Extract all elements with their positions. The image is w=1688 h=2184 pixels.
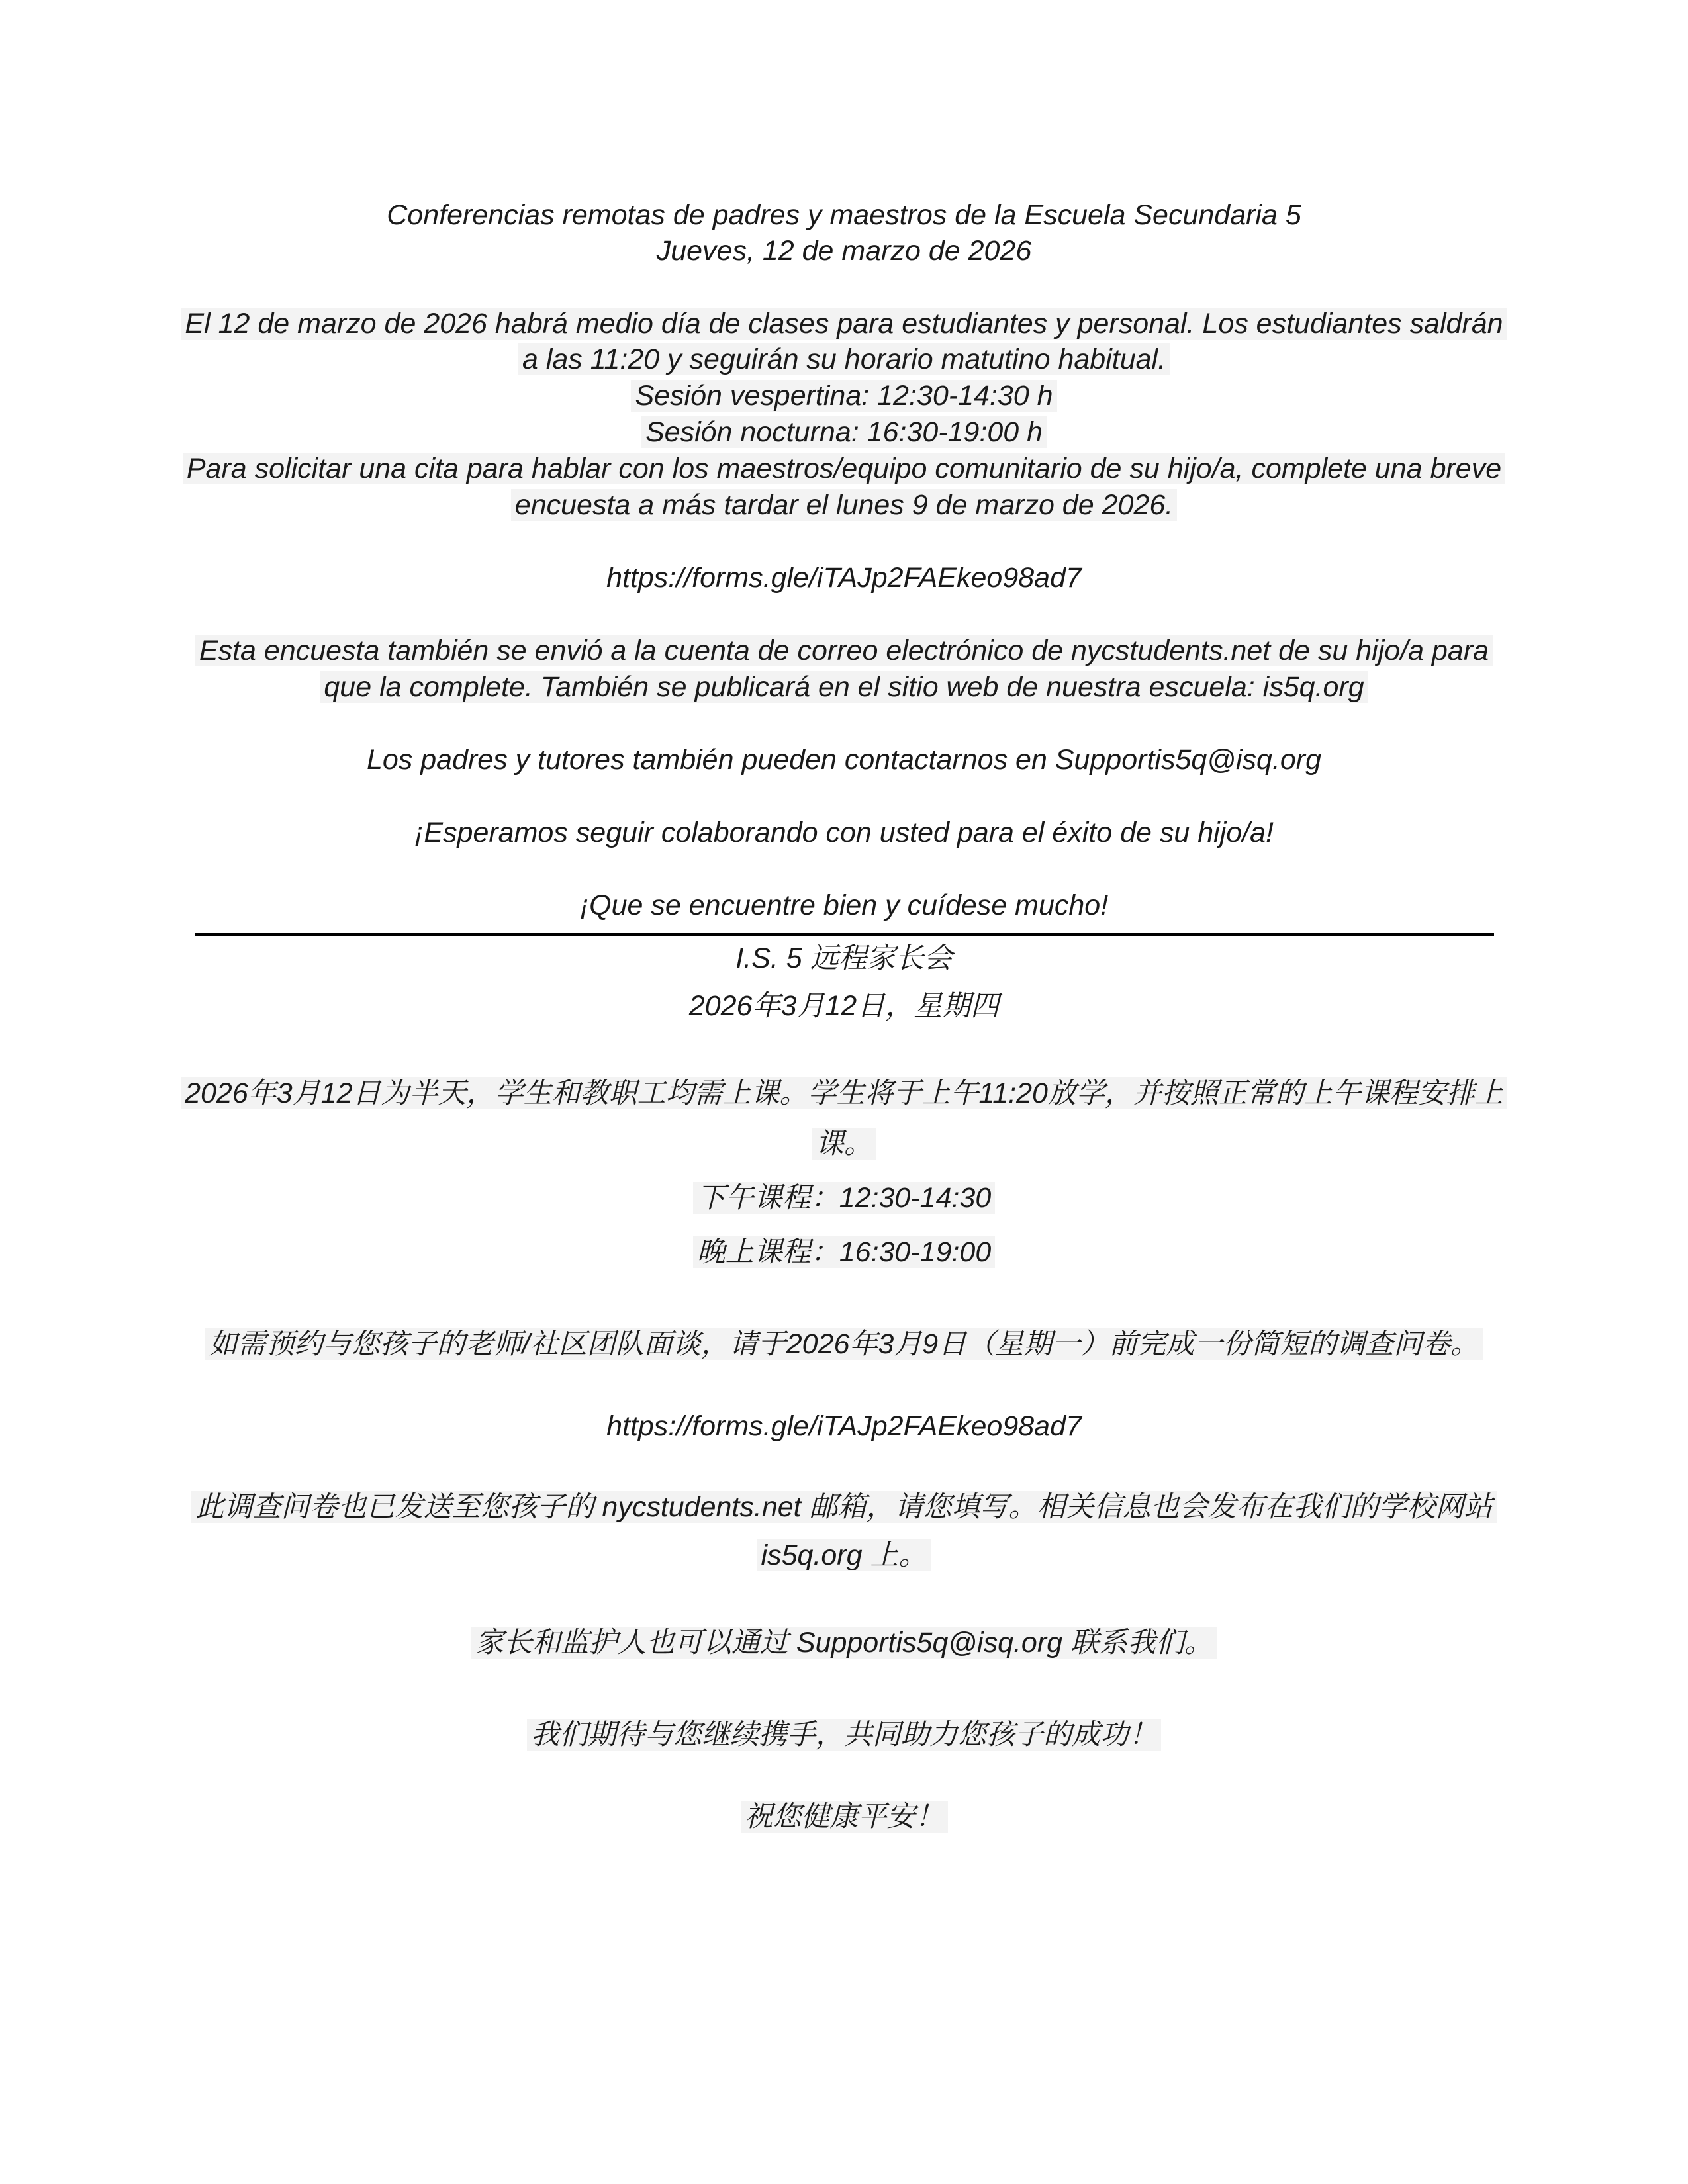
spanish-date-text: Jueves, 12 de marzo de 2026 bbox=[656, 235, 1032, 267]
spanish-appointment-line-1 bbox=[0, 451, 1688, 486]
chinese-email-note-line-1 bbox=[0, 1488, 1688, 1525]
spanish-evening-session-text: Sesión nocturna: 16:30-19:00 h bbox=[641, 416, 1047, 448]
spanish-evening-session bbox=[0, 414, 1688, 450]
chinese-afternoon-session bbox=[0, 1179, 1688, 1216]
spanish-afternoon-session bbox=[0, 378, 1688, 414]
spanish-appointment-line-2 bbox=[0, 487, 1688, 523]
chinese-survey-link[interactable] bbox=[0, 1408, 1688, 1445]
chinese-date bbox=[0, 987, 1688, 1024]
chinese-closing-2 bbox=[0, 1798, 1688, 1835]
chinese-closing-1 bbox=[0, 1716, 1688, 1753]
chinese-afternoon-session-text: 下午课程：12:30-14:30 bbox=[693, 1182, 996, 1214]
spanish-contact bbox=[0, 742, 1688, 778]
chinese-survey-link-text[interactable]: https://forms.gle/iTAJp2FAEkeo98ad7 bbox=[606, 1410, 1082, 1442]
spanish-email-note-text-2: que la complete. También se publicará en el sitio web de nuestra escuela: is5q.org bbox=[320, 671, 1368, 703]
spanish-half-day-line-1 bbox=[0, 306, 1688, 341]
section-divider bbox=[195, 933, 1494, 936]
spanish-closing-2 bbox=[0, 887, 1688, 923]
chinese-closing-2-text: 祝您健康平安！ bbox=[741, 1801, 948, 1833]
chinese-email-note-line-2 bbox=[0, 1537, 1688, 1574]
spanish-email-note-text-1: Esta encuesta también se envió a la cuenta de correo electrónico de nycstudents.net de su hijo/a para bbox=[195, 635, 1493, 666]
spanish-closing-1 bbox=[0, 815, 1688, 850]
spanish-appointment-text-1: Para solicitar una cita para hablar con los maestros/equipo comunitario de su hijo/a, complete una breve bbox=[183, 453, 1505, 484]
spanish-contact-text: Los padres y tutores también pueden contactarnos en Supportis5q@isq.org bbox=[366, 744, 1322, 776]
spanish-survey-link-text[interactable]: https://forms.gle/iTAJp2FAEkeo98ad7 bbox=[606, 562, 1082, 594]
chinese-appointment-text: 如需预约与您孩子的老师/社区团队面谈，请于2026年3月9日（星期一）前完成一份简短的调查问卷。 bbox=[205, 1328, 1483, 1360]
chinese-email-note-text-1: 此调查问卷也已发送至您孩子的 nycstudents.net 邮箱，请您填写。相关信息也会发布在我们的学校网站 bbox=[191, 1491, 1496, 1523]
chinese-contact-text: 家长和监护人也可以通过 Supportis5q@isq.org 联系我们。 bbox=[471, 1627, 1217, 1659]
spanish-half-day-line-2 bbox=[0, 341, 1688, 377]
chinese-contact bbox=[0, 1624, 1688, 1661]
chinese-title bbox=[0, 940, 1688, 977]
chinese-appointment bbox=[0, 1326, 1688, 1363]
chinese-evening-session bbox=[0, 1234, 1688, 1271]
chinese-evening-session-text: 晚上课程：16:30-19:00 bbox=[693, 1236, 996, 1268]
chinese-title-text: I.S. 5 远程家长会 bbox=[735, 942, 953, 974]
spanish-closing-2-text: ¡Que se encuentre bien y cuídese mucho! bbox=[579, 889, 1109, 921]
spanish-survey-link[interactable] bbox=[0, 560, 1688, 596]
spanish-email-note-line-2 bbox=[0, 669, 1688, 705]
chinese-half-day-text-2: 课。 bbox=[812, 1128, 876, 1160]
spanish-date bbox=[0, 233, 1688, 269]
spanish-title bbox=[0, 197, 1688, 233]
chinese-half-day-line-1 bbox=[0, 1075, 1688, 1112]
spanish-half-day-text-1: El 12 de marzo de 2026 habrá medio día de clases para estudiantes y personal. Los estudiantes saldrán bbox=[181, 308, 1507, 340]
spanish-closing-1-text: ¡Esperamos seguir colaborando con usted para el éxito de su hijo/a! bbox=[414, 817, 1274, 848]
chinese-date-text: 2026年3月12日，星期四 bbox=[688, 990, 1000, 1022]
spanish-appointment-text-2: encuesta a más tardar el lunes 9 de marzo de 2026. bbox=[511, 489, 1177, 521]
spanish-title-text: Conferencias remotas de padres y maestros de la Escuela Secundaria 5 bbox=[387, 199, 1301, 231]
spanish-afternoon-session-text: Sesión vespertina: 12:30-14:30 h bbox=[631, 380, 1056, 412]
spanish-email-note-line-1 bbox=[0, 633, 1688, 668]
chinese-half-day-text-1: 2026年3月12日为半天，学生和教职工均需上课。学生将于上午11:20放学，并按照正常的上午课程安排上 bbox=[181, 1077, 1507, 1109]
chinese-half-day-line-2 bbox=[0, 1125, 1688, 1162]
spanish-half-day-text-2: a las 11:20 y seguirán su horario matutino habitual. bbox=[518, 343, 1170, 375]
chinese-email-note-text-2: is5q.org 上。 bbox=[757, 1539, 931, 1571]
chinese-closing-1-text: 我们期待与您继续携手，共同助力您孩子的成功！ bbox=[527, 1719, 1161, 1751]
